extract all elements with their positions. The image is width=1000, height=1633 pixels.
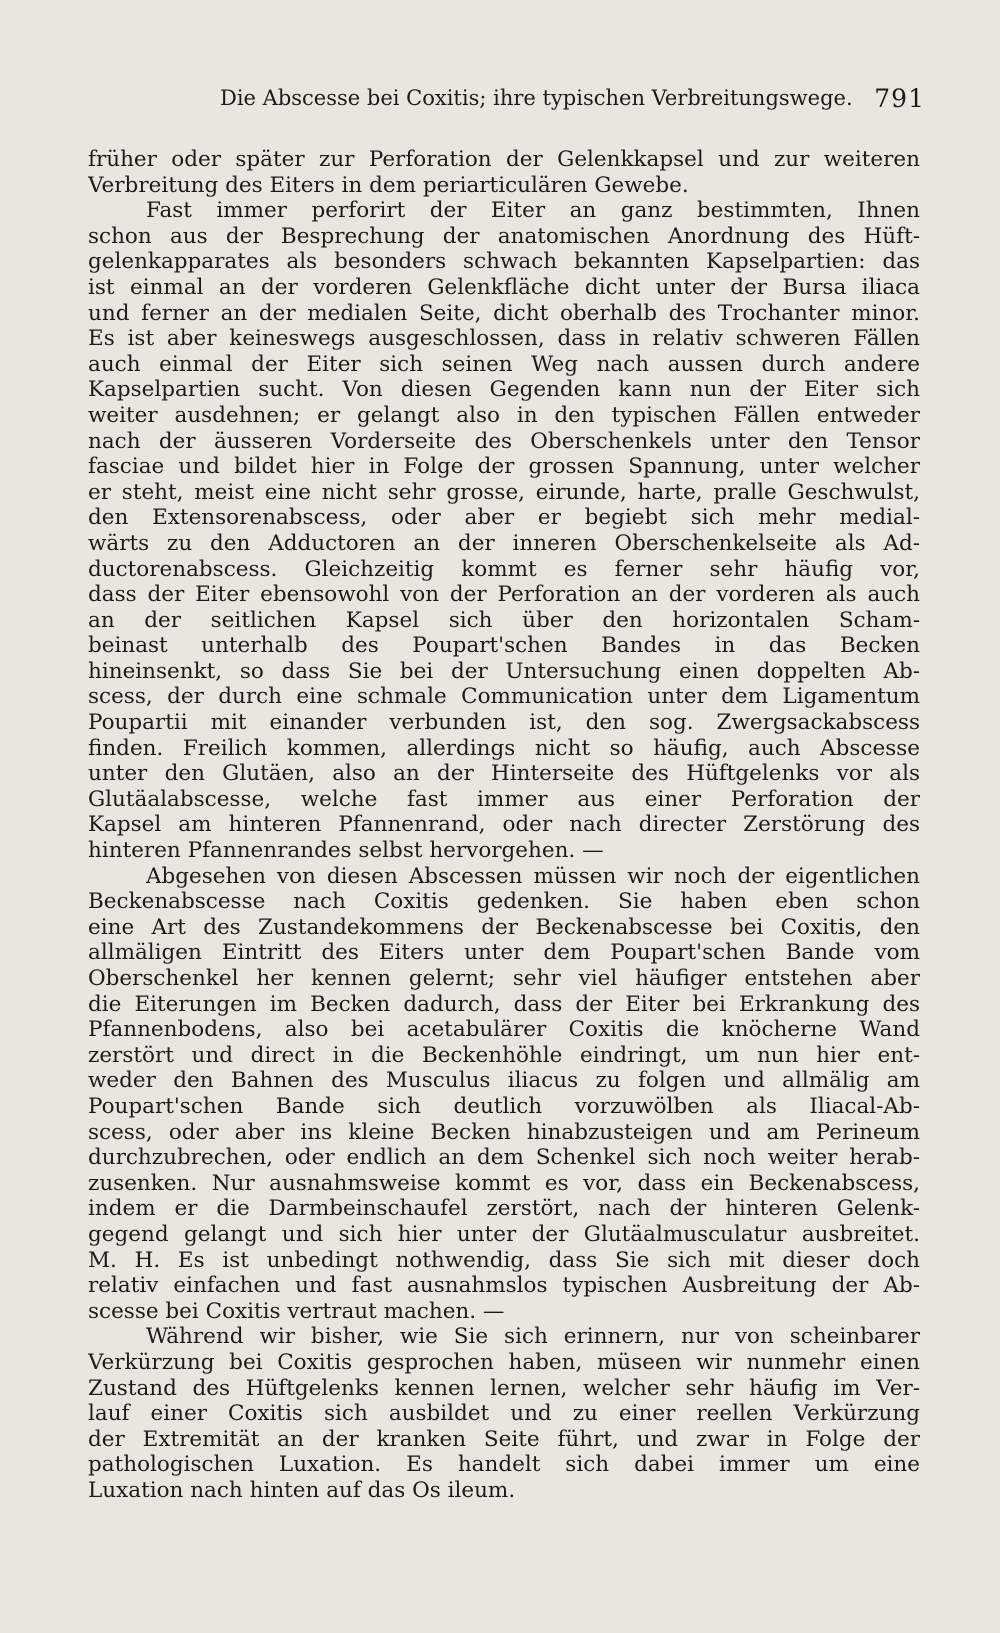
text-line: gelenkapparates als besonders schwach bekannten Kapselpartien: das: [88, 249, 920, 275]
text-line: früher oder später zur Perforation der Gelenkkapsel und zur weiteren: [88, 147, 920, 172]
text-line: unter den Glutäen, also an der Hinterseite des Hüftgelenks vor als: [88, 761, 920, 787]
text-line: der Extremität an der kranken Seite führt, und zwar in Folge der: [88, 1426, 920, 1452]
body-text: [88, 147, 920, 1503]
text-line: scesse bei Coxitis vertraut machen. —: [88, 1298, 505, 1324]
text-line: Zustand des Hüftgelenks kennen lernen, welcher sehr häufig im Ver-: [88, 1375, 920, 1401]
text-line: die Eiterungen im Becken dadurch, dass der Eiter bei Erkrankung des: [88, 991, 920, 1017]
text-line: zusenken. Nur ausnahmsweise kommt es vor, dass ein Beckenabscess,: [88, 1170, 920, 1196]
text-line: durchzubrechen, oder endlich an dem Schenkel sich noch weiter herab-: [88, 1145, 920, 1171]
text-line: allmäligen Eintritt des Eiters unter dem Poupart'schen Bande vom: [88, 940, 920, 966]
text-line: dass der Eiter ebensowohl von der Perforation an der vorderen als auch: [88, 582, 920, 608]
text-line: M. H. Es ist unbedingt nothwendig, dass Sie sich mit dieser doch: [88, 1247, 920, 1273]
text-line: gegend gelangt und sich hier unter der Glutäalmusculatur ausbreitet.: [88, 1221, 920, 1247]
text-line: Poupart'schen Bande sich deutlich vorzuwölben als Iliacal-Ab-: [88, 1093, 920, 1119]
text-line: er steht, meist eine nicht sehr grosse, eirunde, harte, pralle Geschwulst,: [88, 479, 920, 505]
text-line: Fast immer perforirt der Eiter an ganz bestimmten, Ihnen: [146, 198, 920, 224]
text-line: Luxation nach hinten auf das Os ileum.: [88, 1477, 516, 1503]
text-line: Kapselpartien sucht. Von diesen Gegenden kann nun der Eiter sich: [88, 377, 920, 403]
text-line: wärts zu den Adductoren an der inneren Oberschenkelseite als Ad-: [88, 530, 920, 556]
page-number: 791: [874, 84, 925, 113]
text-line: indem er die Darmbeinschaufel zerstört, nach der hinteren Gelenk-: [88, 1196, 920, 1222]
text-line: Glutäalabscesse, welche fast immer aus einer Perforation der: [88, 786, 920, 812]
text-line: Poupartii mit einander verbunden ist, den sog. Zwergsackabscess: [88, 710, 920, 736]
text-line: fasciae und bildet hier in Folge der grossen Spannung, unter welcher: [88, 454, 920, 480]
text-line: pathologischen Luxation. Es handelt sich dabei immer um eine: [88, 1452, 920, 1478]
text-line: ist einmal an der vorderen Gelenkfläche dicht unter der Bursa iliaca: [88, 274, 920, 300]
text-line: eine Art des Zustandekommens der Beckenabscesse bei Coxitis, den: [88, 914, 920, 940]
text-line: Verbreitung des Eiters in dem periarticulären Gewebe.: [88, 172, 689, 198]
text-line: scess, oder aber ins kleine Becken hinabzusteigen und am Perineum: [88, 1119, 920, 1145]
text-line: Verkürzung bei Coxitis gesprochen haben, müseen wir nunmehr einen: [88, 1349, 920, 1375]
text-line: an der seitlichen Kapsel sich über den horizontalen Scham-: [88, 607, 920, 633]
text-line: auch einmal der Eiter sich seinen Weg nach aussen durch andere: [88, 351, 920, 377]
text-line: finden. Freilich kommen, allerdings nicht so häufig, auch Abscesse: [88, 735, 920, 761]
text-line: Pfannenbodens, also bei acetabulärer Coxitis die knöcherne Wand: [88, 1017, 920, 1043]
text-line: hinteren Pfannenrandes selbst hervorgehen. —: [88, 838, 604, 864]
text-line: Abgesehen von diesen Abscessen müssen wir noch der eigentlichen: [146, 863, 920, 889]
text-line: beinast unterhalb des Poupart'schen Bandes in das Becken: [88, 633, 920, 659]
text-line: relativ einfachen und fast ausnahmslos typischen Ausbreitung der Ab-: [88, 1273, 920, 1299]
text-line: scess, der durch eine schmale Communication unter dem Ligamentum: [88, 684, 920, 710]
text-line: Während wir bisher, wie Sie sich erinnern, nur von scheinbarer: [146, 1324, 920, 1350]
text-line: schon aus der Besprechung der anatomischen Anordnung des Hüft-: [88, 223, 920, 249]
text-line: Oberschenkel her kennen gelernt; sehr viel häufiger entstehen aber: [88, 966, 920, 991]
running-title: Die Abscesse bei Coxitis; ihre typischen Verbreitungswege.: [220, 86, 853, 110]
text-line: zerstört und direct in die Beckenhöhle eindringt, um nun hier ent-: [88, 1042, 920, 1068]
text-line: weder den Bahnen des Musculus iliacus zu folgen und allmälig am: [88, 1068, 920, 1094]
text-line: hineinsenkt, so dass Sie bei der Untersuchung einen doppelten Ab-: [88, 658, 920, 684]
text-line: lauf einer Coxitis sich ausbildet und zu einer reellen Verkürzung: [88, 1401, 920, 1427]
text-line: nach der äusseren Vorderseite des Oberschenkels unter den Tensor: [88, 428, 920, 454]
text-line: weiter ausdehnen; er gelangt also in den typischen Fällen entweder: [88, 402, 920, 428]
text-line: Kapsel am hinteren Pfannenrand, oder nach directer Zerstörung des: [88, 812, 920, 838]
text-line: den Extensorenabscess, oder aber er begiebt sich mehr medial-: [88, 505, 920, 531]
text-line: Es ist aber keineswegs ausgeschlossen, dass in relativ schweren Fällen: [88, 326, 920, 352]
text-line: Beckenabscesse nach Coxitis gedenken. Sie haben eben schon: [88, 889, 920, 915]
text-line: und ferner an der medialen Seite, dicht oberhalb des Trochanter minor.: [88, 300, 920, 326]
page-header: [90, 86, 925, 126]
text-line: ductorenabscess. Gleichzeitig kommt es ferner sehr häufig vor,: [88, 556, 920, 582]
